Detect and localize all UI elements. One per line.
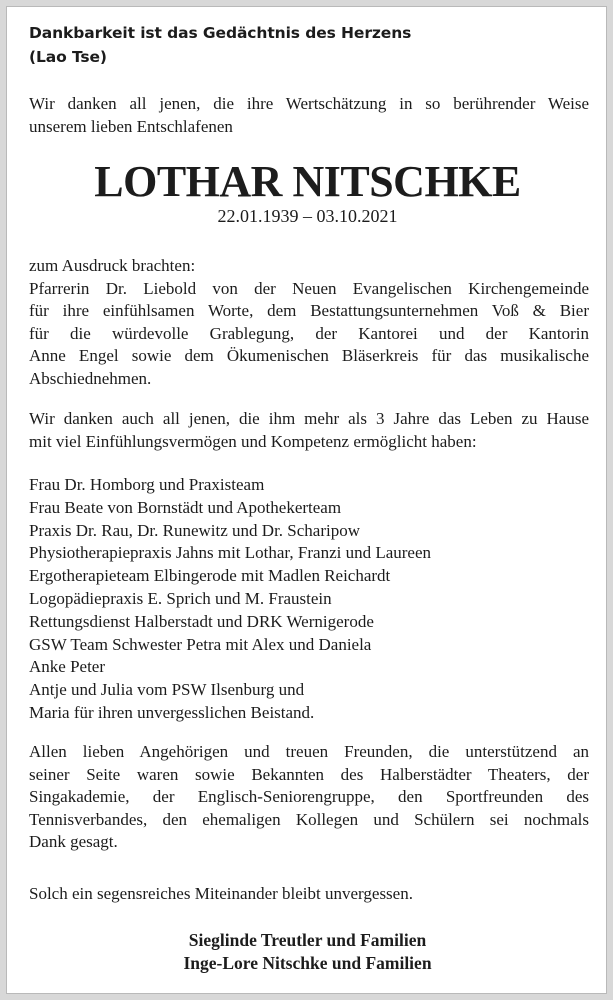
thanks-paragraph-church bbox=[29, 255, 589, 390]
signature-block bbox=[7, 929, 608, 975]
text-line: unserem lieben Entschlafenen bbox=[29, 116, 233, 136]
signature-line: Sieglinde Treutler und Familien bbox=[188, 930, 427, 950]
text-line: Anne Engel sowie dem Ökumenischen Bläserkreis für das musikalische bbox=[29, 346, 589, 365]
closing-sentence: Solch ein segensreiches Miteinander bleibt unvergessen. bbox=[29, 884, 413, 903]
list-item: Physiotherapiepraxis Jahns mit Lothar, Franzi und Laureen bbox=[29, 543, 432, 563]
list-item: Maria für ihren unvergesslichen Beistand. bbox=[29, 702, 315, 722]
text-line: zum Ausdruck brachten: bbox=[29, 256, 196, 275]
thanks-paragraph-care bbox=[29, 408, 589, 453]
text-line: Abschiednehmen. bbox=[29, 368, 152, 388]
text-line: Pfarrerin Dr. Liebold von der Neuen Evangelischen Kirchengemeinde bbox=[29, 278, 589, 298]
list-item: Logopädiepraxis E. Sprich und M. Fraustein bbox=[29, 588, 332, 608]
text-line: Wir danken all jenen, die ihre Wertschätzung in so berührender Weise bbox=[29, 94, 589, 113]
text-line: Dank gesagt. bbox=[29, 832, 118, 851]
text-line: Wir danken auch all jenen, die ihm mehr als 3 Jahre das Leben zu Hause bbox=[29, 409, 589, 428]
text-line: mit viel Einfühlungsvermögen und Kompetenz ermöglicht haben: bbox=[29, 431, 477, 451]
text-line: Singakademie, der Englisch-Seniorengruppe, den Sportfreunden des bbox=[29, 787, 589, 806]
text-line: Tennisverbandes, den ehemaligen Kollegen und Schülern sei nochmals bbox=[29, 809, 589, 829]
motto-quote bbox=[29, 21, 589, 69]
list-item: Anke Peter bbox=[29, 657, 106, 677]
list-item: Antje und Julia vom PSW Ilsenburg und bbox=[29, 680, 305, 700]
list-item: Praxis Dr. Rau, Dr. Runewitz und Dr. Scharipow bbox=[29, 520, 360, 540]
text-line: Allen lieben Angehörigen und treuen Freunden, die unterstützend an bbox=[29, 742, 589, 761]
text-line: seiner Seite waren sowie Bekannten des Halberstädter Theaters, der bbox=[29, 764, 589, 784]
deceased-name: LOTHAR NITSCHKE bbox=[94, 157, 521, 206]
list-item: Frau Dr. Homborg und Praxisteam bbox=[29, 475, 265, 494]
helpers-list bbox=[29, 474, 589, 725]
obituary-notice bbox=[6, 6, 607, 994]
motto-line: Dankbarkeit ist das Gedächtnis des Herzens bbox=[29, 24, 412, 42]
signature-line: Inge-Lore Nitschke und Familien bbox=[183, 953, 432, 973]
list-item: Ergotherapieteam Elbingerode mit Madlen Reichardt bbox=[29, 566, 391, 586]
list-item: Frau Beate von Bornstädt und Apothekerteam bbox=[29, 497, 342, 517]
text-line: für die würdevolle Grablegung, der Kantorei und der Kantorin bbox=[29, 323, 589, 343]
list-item: Rettungsdienst Halberstadt und DRK Wernigerode bbox=[29, 611, 374, 631]
motto-author: (Lao Tse) bbox=[29, 48, 107, 66]
list-item: GSW Team Schwester Petra mit Alex und Daniela bbox=[29, 634, 372, 654]
thanks-paragraph-family bbox=[29, 741, 589, 854]
life-dates: 22.01.1939 – 03.10.2021 bbox=[217, 206, 398, 226]
text-line: für ihre einfühlsamen Worte, dem Bestattungsunternehmen Voß & Bier bbox=[29, 301, 589, 320]
intro-paragraph bbox=[29, 93, 589, 138]
